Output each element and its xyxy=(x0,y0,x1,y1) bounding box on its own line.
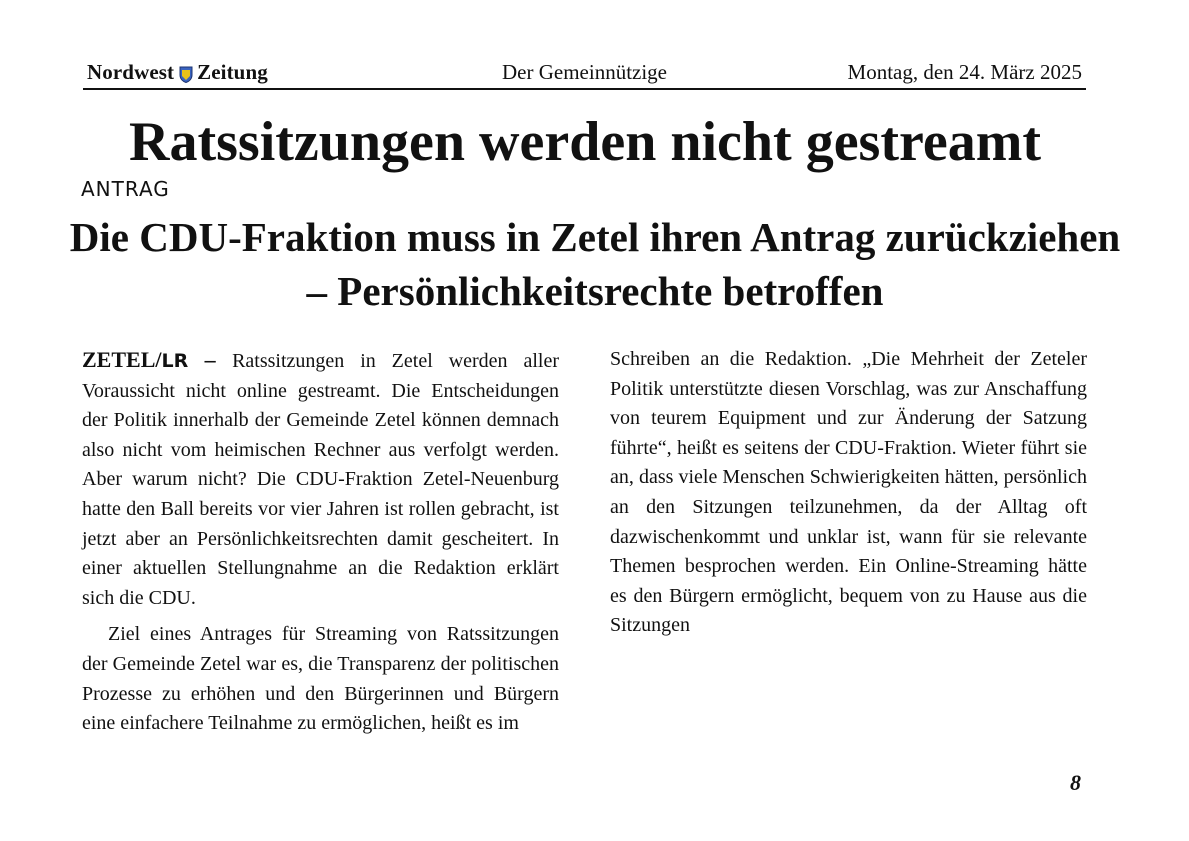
article-paragraph-1 xyxy=(82,345,559,613)
article-column-left xyxy=(82,345,559,739)
paragraph-2-continuation: Schreiben an die Redaktion. „Die Mehrheit der Zeteler Politik unterstützte diesen Vorschlag, was zur Anschaffung von teurem Equipment und zur Änderung der Satzung führte“, heißt es seitens der CDU-Fraktion. Wieter führt sie an, dass viele Menschen Schwierigkeiten hätten, persönlich an den Sitzungen teilzunehmen, da der Alltag oft dazwischenkommt und unklar ist, wann für sie relevante Themen besprochen werden. Ein Online-Streaming hätte es den Bürgern ermöglicht, bequem von zu Hause aus die Sitzungen xyxy=(610,348,1087,637)
edition-name: Der Gemeinnützige xyxy=(501,60,668,84)
subheadline: Die CDU-Fraktion muss in Zetel ihren Antrag zurückziehen – Persönlichkeitsrechte betroffen xyxy=(69,214,1121,314)
newspaper-logo xyxy=(87,60,268,85)
article-paragraph-2 xyxy=(82,620,559,738)
headline: Ratssitzungen werden nicht gestreamt xyxy=(129,111,1041,173)
dateline-agency: LR xyxy=(161,350,189,372)
kicker-label: ANTRAG xyxy=(81,177,170,201)
paragraph-1-text: Ratssitzungen in Zetel werden aller Voraussicht nicht online gestreamt. Die Entscheidungen der Politik innerhalb der Gemeinde Zetel können demnach also nicht vom heimischen Rechner aus verfolgt werden. Aber warum nicht? Die CDU-Fraktion Zetel-Neuenburg hatte den Ball bereits vor vier Jahren ist rollen gebracht, ist jetzt aber an Persönlichkeitsrechten damit gescheitert. In einer aktuellen Stellungnahme an die Redaktion erklärt sich die CDU. xyxy=(82,350,559,609)
article-paragraph-2-cont xyxy=(610,345,1087,641)
article-column-right xyxy=(610,345,1087,641)
masthead xyxy=(83,58,1086,90)
page-number: 8 xyxy=(1070,770,1081,795)
brand-right: Zeitung xyxy=(197,60,268,84)
paragraph-2-start: Ziel eines Antrages für Streaming von Ratssitzungen der Gemeinde Zetel war es, die Transparenz der politischen Prozesse zu erhöhen und den Bürgerinnen und Bürgern eine einfachere Teilnahme zu ermöglichen, heißt es im xyxy=(82,623,559,735)
brand-left: Nordwest xyxy=(87,60,175,84)
issue-date: Montag, den 24. März 2025 xyxy=(847,60,1082,84)
crest-icon xyxy=(179,64,193,81)
dateline: ZETEL/LR – xyxy=(82,347,233,372)
